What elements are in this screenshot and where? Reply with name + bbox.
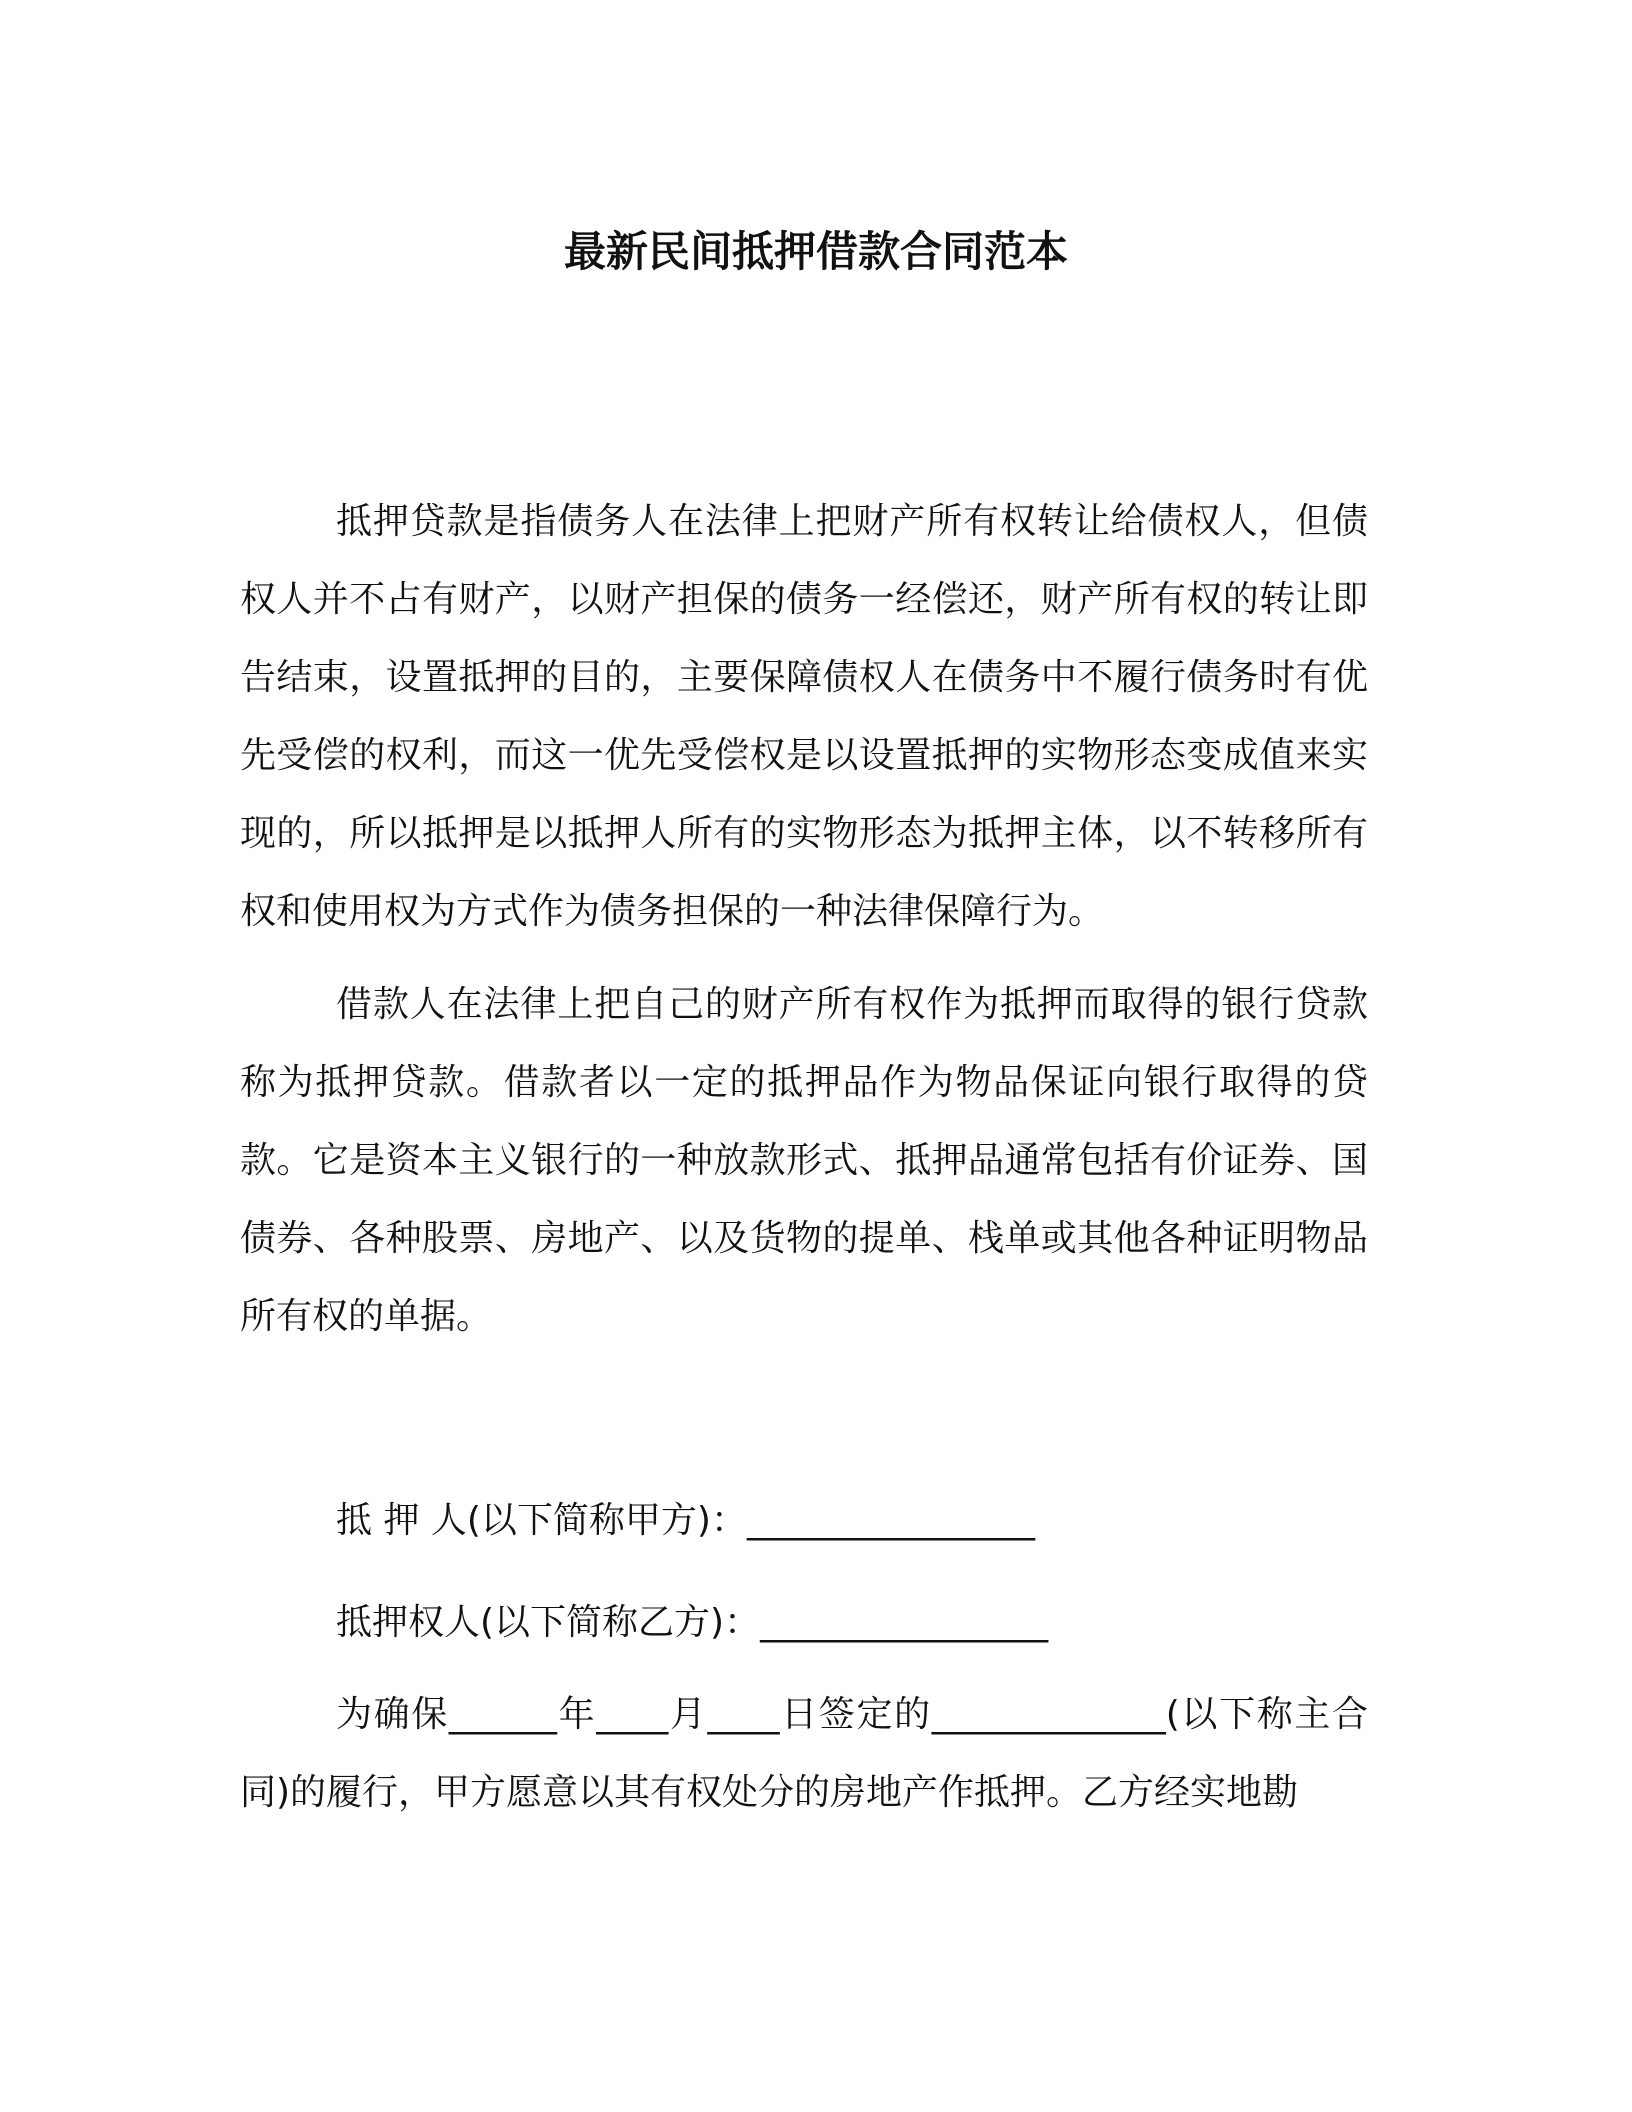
mortgagee-field: 抵押权人(以下简称乙方)：________________: [336, 1602, 1049, 1643]
closing-paragraph: 为确保______年____月____日签定的_____________(以下称主合同)的履行，甲方愿意以其有权处分的房地产作抵押。乙方经实地勘: [240, 1694, 1368, 1813]
paragraph-mortgage-loan-explanation: 借款人在法律上把自己的财产所有权作为抵押而取得的银行贷款称为抵押贷款。借款者以一定的抵押品作为物品保证向银行取得的贷款。它是资本主义银行的一种放款形式、抵押品通常包括有价证券、国债券、各种股票、房地产、以及货物的提单、栈单或其他各种证明物品所有权的单据。: [240, 984, 1368, 1337]
mortgagor-field: 抵 押 人(以下简称甲方)：________________: [336, 1500, 1035, 1541]
document-title: 最新民间抵押借款合同范本: [563, 227, 1068, 276]
paragraph-mortgage-loan-definition: 抵押贷款是指债务人在法律上把财产所有权转让给债权人，但债权人并不占有财产，以财产担保的债务一经偿还，财产所有权的转让即告结束，设置抵押的目的，主要保障债权人在债务中不履行债务时有优先受偿的权利，而这一优先受偿权是以设置抵押的实物形态变成值来实现的，所以抵押是以抵押人所有的实物形态为抵押主体，以不转移所有权和使用权为方式作为债务担保的一种法律保障行为。: [240, 501, 1368, 932]
